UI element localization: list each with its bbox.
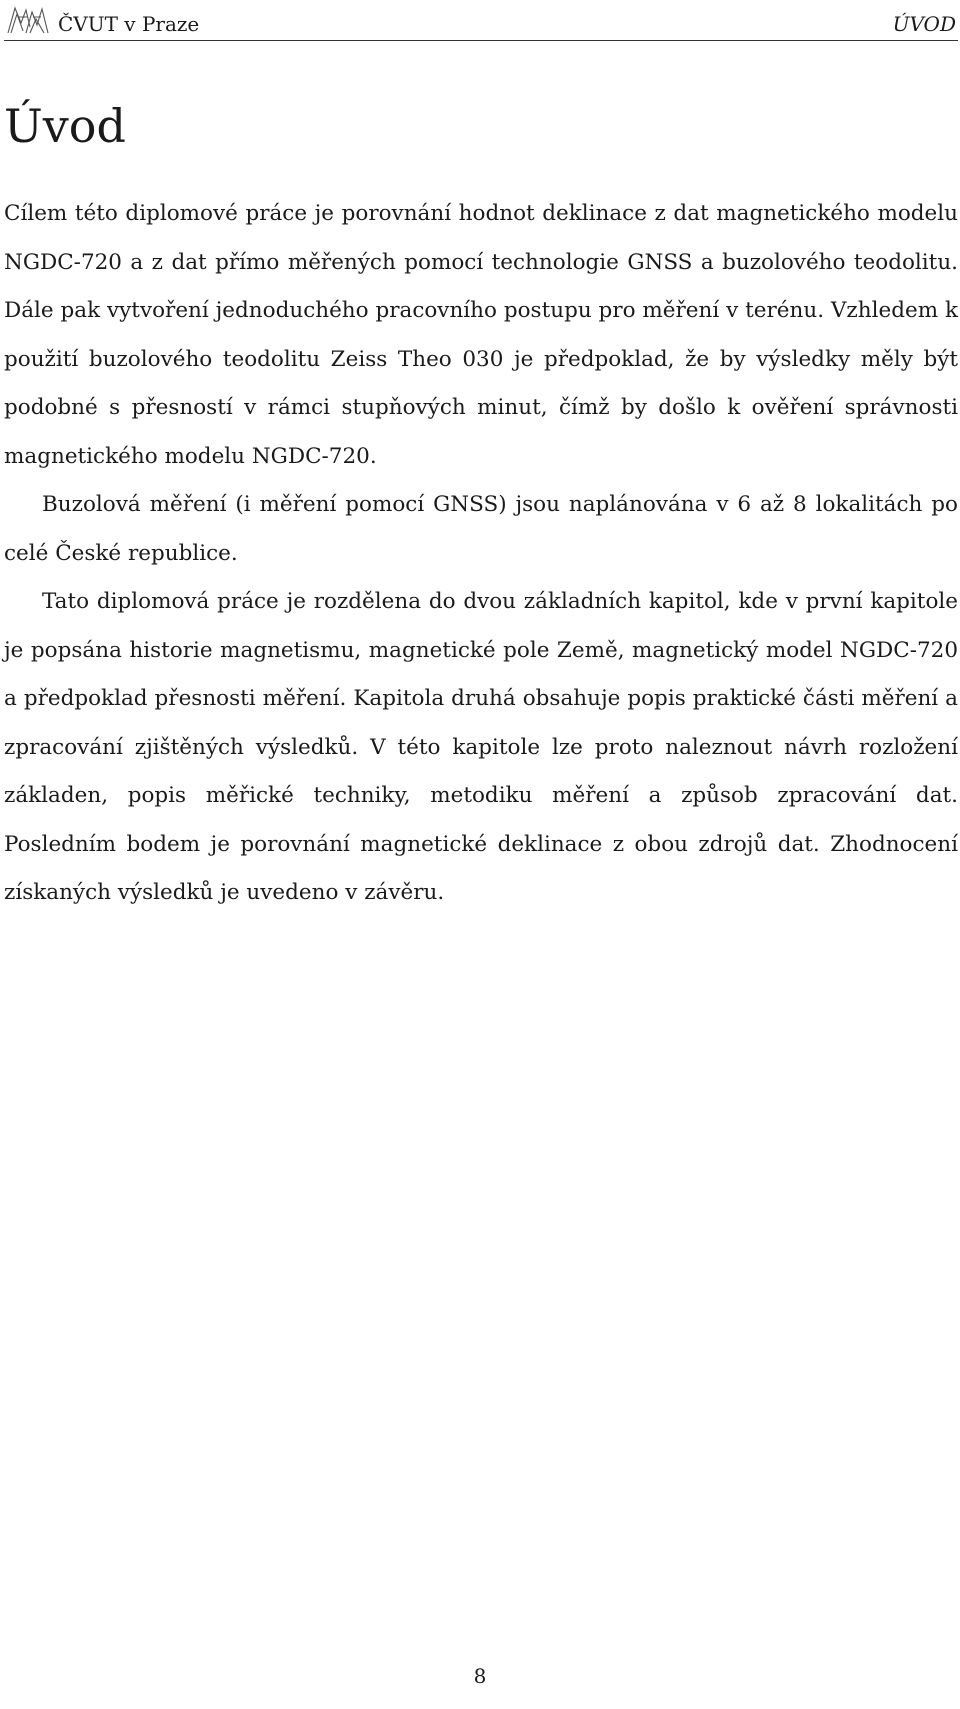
paragraph-1: Cílem této diplomové práce je porovnání hodnot deklinace z dat magnetického modelu NGDC-720 a z dat přímo měřených pomocí technologie GNSS a buzolového teodolitu. Dále pak vytvoření jednoduchého pracovního postupu pro měření v terénu. Vzhledem k použití buzolového teodolitu Zeiss Theo 030 je předpoklad, že by výsledky měly být podobné s přesností v rámci stupňových minut, čímž by došlo k ověření správnosti magnetického modelu NGDC-720. [4, 201, 958, 469]
page-number: 8 [473, 1664, 487, 1688]
header-institution: ČVUT v Praze [58, 12, 200, 36]
body-text [4, 190, 958, 918]
paragraph-3: Tato diplomová práce je rozdělena do dvou základních kapitol, kde v první kapitole je popsána historie magnetismu, magnetické pole Země, magnetický model NGDC-720 a předpoklad přesnosti měření. Kapitola druhá obsahuje popis praktické části měření a zpracování zjištěných výsledků. V této kapitole lze proto naleznout návrh rozložení základen, popis měřické techniky, metodiku měření a způsob zpracování dat. Posledním bodem je porovnání magnetické deklinace z obou zdrojů dat. Zhodnocení získaných výsledků je uvedeno v závěru. [4, 589, 958, 905]
paragraph-2: Buzolová měření (i měření pomocí GNSS) jsou naplánována v 6 až 8 lokalitách po celé České republice. [4, 492, 958, 566]
university-logo-icon [6, 5, 50, 35]
chapter-title: Úvod [4, 99, 126, 153]
header-chapter: ÚVOD [892, 12, 956, 36]
running-header [4, 4, 958, 41]
